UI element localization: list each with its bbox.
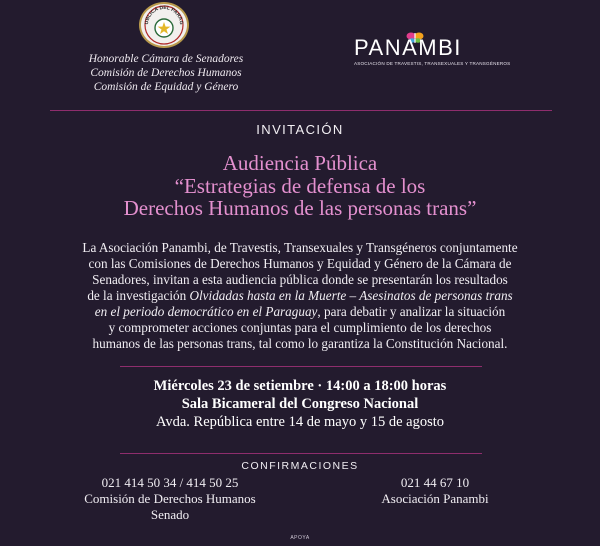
invitation-label: INVITACIÓN: [256, 122, 344, 137]
divider-middle: [120, 366, 482, 367]
study-title-cont: en el periodo democrático en el Paraguay: [94, 304, 318, 319]
event-address: Avda. República entre 14 de mayo y 15 de agosto: [155, 414, 445, 430]
event-title: [0, 152, 600, 220]
senate-committees: [60, 52, 272, 94]
senate-seal: [139, 2, 189, 48]
senate-org: Comisión de Derechos Humanos: [84, 491, 256, 506]
body-line: humanos de las personas trans, tal como lo garantiza la Constitución Nacional.: [92, 336, 508, 351]
event-details: [0, 377, 600, 431]
body-line: [30, 288, 570, 304]
title-line-2: “Estrategias de defensa de los: [174, 173, 426, 198]
human-rights-committee: Comisión de Derechos Humanos: [90, 67, 242, 79]
body-line: La Asociación Panambi, de Travestis, Transexuales y Transgéneros conjuntamente: [82, 240, 518, 255]
divider-top: [50, 110, 552, 111]
event-datetime: Miércoles 23 de setiembre · 14:00 a 18:00 horas: [153, 378, 447, 394]
body-line: [30, 304, 570, 320]
event-venue: Sala Bicameral del Congreso Nacional: [181, 396, 419, 412]
body-line: Senadores, invitan a esta audiencia pública donde se presentarán los resultados: [92, 272, 508, 287]
seal-emblem-icon: [141, 4, 187, 46]
gender-equity-committee: Comisión de Equidad y Género: [93, 81, 239, 93]
title-line-3: Derechos Humanos de las personas trans”: [123, 196, 477, 220]
panambi-org: Asociación Panambi: [381, 491, 489, 506]
panambi-wordmark: PANAMBI: [354, 35, 462, 60]
seal-text: UBLICA DEL PARAG: [143, 4, 185, 26]
study-title: Olvidadas hasta en la Muerte – Asesinatos de personas trans: [189, 288, 513, 303]
invitation-body: [30, 240, 570, 352]
confirmations-label: CONFIRMACIONES: [241, 460, 359, 472]
contact-panambi: [330, 475, 540, 507]
panambi-phone: 021 44 67 10: [400, 475, 470, 490]
body-line: y comprometer acciones conjuntas para el cumplimiento de los derechos: [108, 320, 492, 335]
body-line: con las Comisiones de Derechos Humanos y Equidad y Género de la Cámara de: [88, 256, 512, 271]
senate-name: Honorable Cámara de Senadores: [88, 53, 244, 65]
senate-org-line2: Senado: [150, 507, 190, 522]
body-text: de la investigación: [87, 288, 190, 303]
support-label: APOYA: [290, 535, 310, 541]
body-text: , para debatir y analizar la situación: [317, 304, 506, 319]
panambi-tagline: ASOCIACIÓN DE TRAVESTIS, TRANSEXUALES Y TRANSGÉNEROS: [354, 61, 511, 66]
panambi-logo: [350, 32, 520, 72]
title-line-1: Audiencia Pública: [222, 151, 378, 175]
senate-phone: 021 414 50 34 / 414 50 25: [101, 475, 239, 490]
divider-bottom: [120, 453, 482, 454]
contact-senate: [40, 475, 300, 523]
